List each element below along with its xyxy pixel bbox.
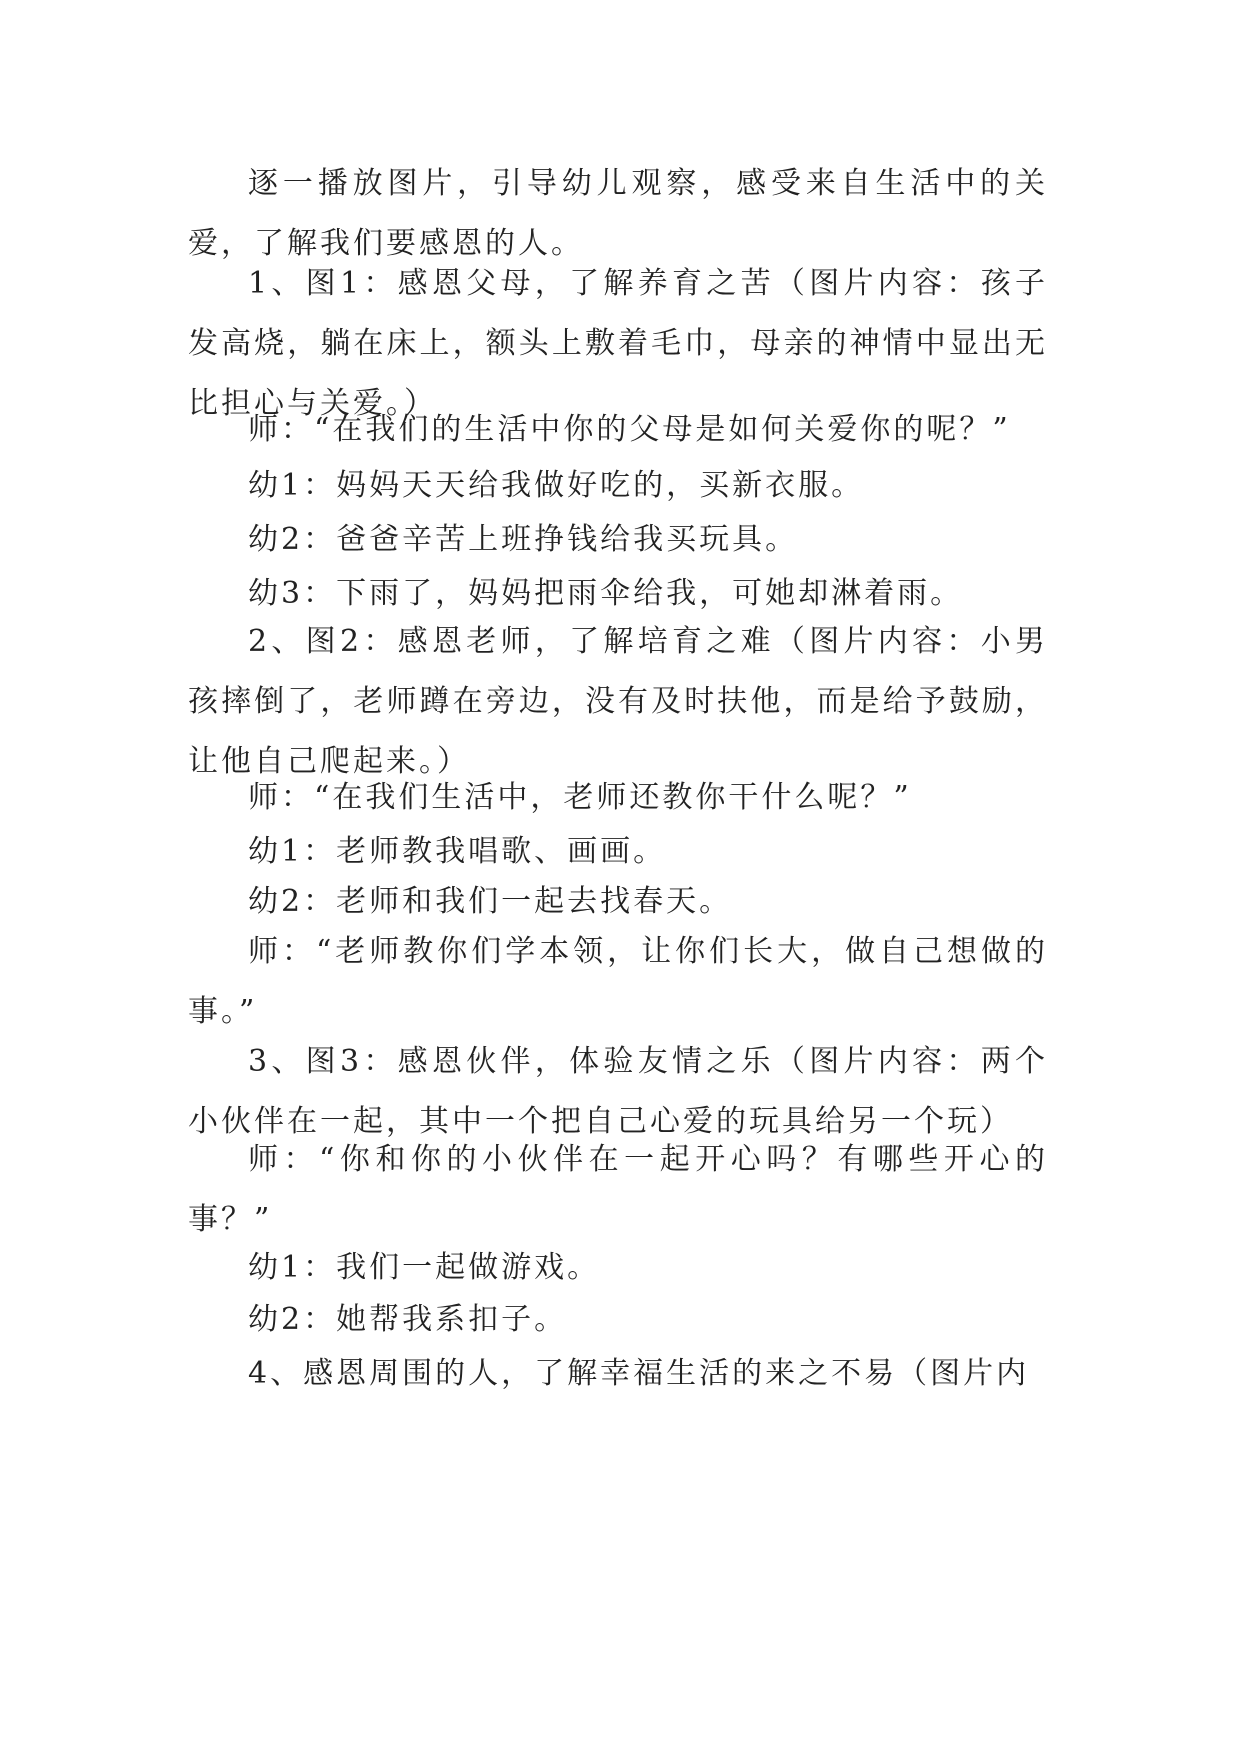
- paragraph-child-answer-3-1: 幼1：我们一起做游戏。: [248, 1250, 601, 1285]
- paragraph-child-answer-1-2: 幼2：爸爸辛苦上班挣钱给我买玩具。: [248, 522, 799, 557]
- paragraph-child-answer-2-1: 幼1：老师教我唱歌、画画。: [248, 834, 667, 869]
- paragraph-intro: 逐一播放图片，引导幼儿观察，感受来自生活中的关爱，了解我们要感恩的人。: [188, 166, 1048, 261]
- paragraph-teacher-question-2: 师：“在我们生活中，老师还教你干什么呢？”: [248, 780, 912, 815]
- paragraph-picture-3: 3、图3：感恩伙伴，体验友情之乐（图片内容：两个小伙伴在一起，其中一个把自己心爱的玩具给另一个玩）: [188, 1044, 1048, 1139]
- paragraph-teacher-statement-2: 师：“老师教你们学本领，让你们长大，做自己想做的事。”: [188, 934, 1048, 1029]
- paragraph-child-answer-1-1: 幼1：妈妈天天给我做好吃的，买新衣服。: [248, 468, 865, 503]
- paragraph-child-answer-2-2: 幼2：老师和我们一起去找春天。: [248, 884, 733, 919]
- paragraph-picture-4: 4、感恩周围的人，了解幸福生活的来之不易（图片内: [248, 1356, 1030, 1391]
- paragraph-teacher-question-3: 师：“你和你的小伙伴在一起开心吗？有哪些开心的事？”: [188, 1142, 1048, 1237]
- paragraph-picture-2: 2、图2：感恩老师，了解培育之难（图片内容：小男孩摔倒了，老师蹲在旁边，没有及时扶他，而是给予鼓励，让他自己爬起来。）: [188, 624, 1048, 779]
- paragraph-child-answer-3-2: 幼2：她帮我系扣子。: [248, 1302, 568, 1337]
- paragraph-teacher-question-1: 师：“在我们的生活中你的父母是如何关爱你的呢？”: [248, 412, 1011, 447]
- paragraph-child-answer-1-3: 幼3：下雨了，妈妈把雨伞给我，可她却淋着雨。: [248, 576, 964, 611]
- paragraph-picture-1: 1、图1：感恩父母，了解养育之苦（图片内容：孩子发高烧，躺在床上，额头上敷着毛巾，母亲的神情中显出无比担心与关爱。）: [188, 266, 1048, 421]
